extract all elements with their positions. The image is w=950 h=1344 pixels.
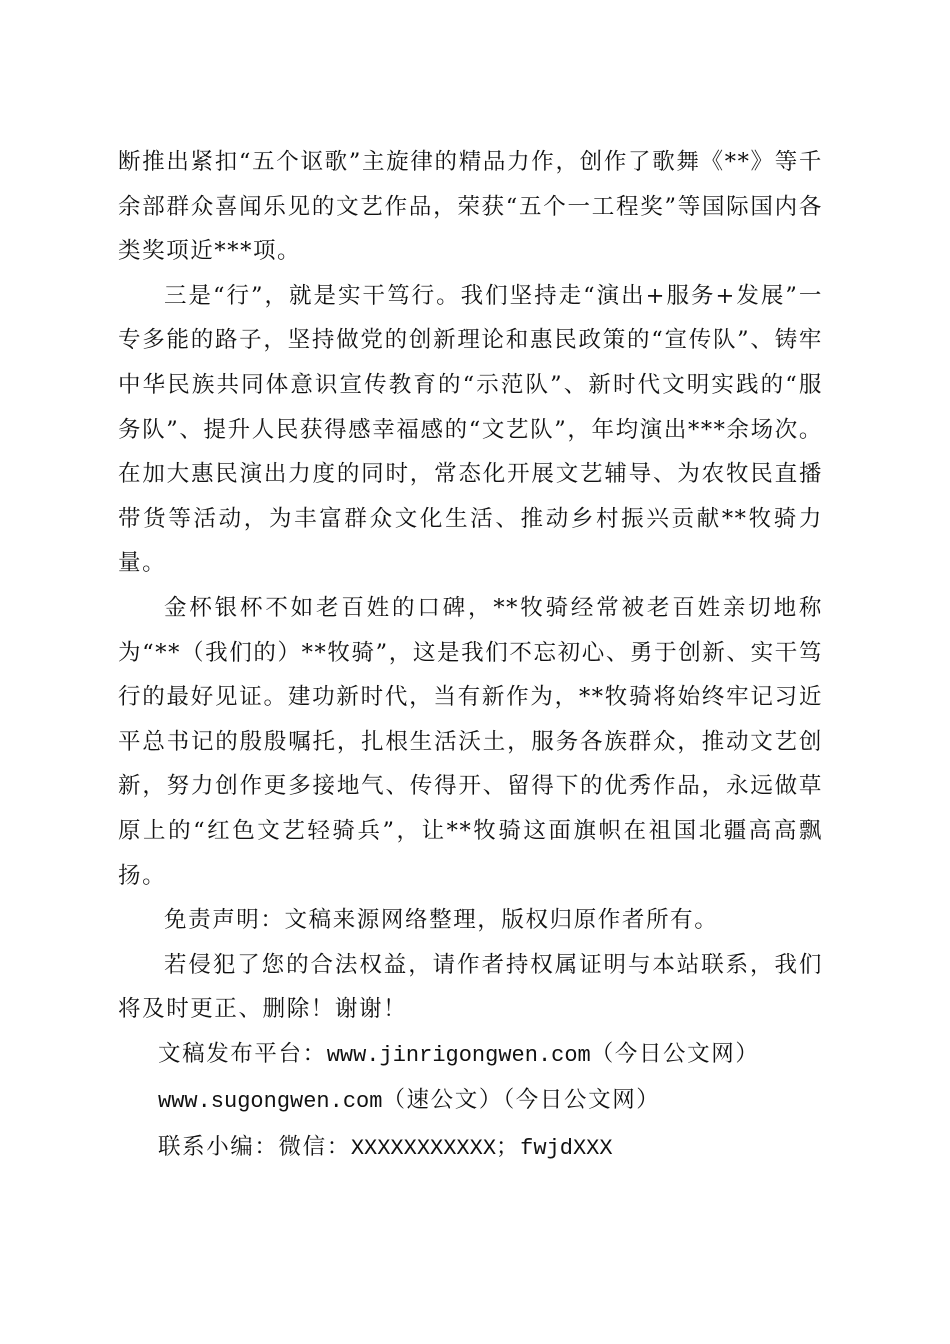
platform-name-sugongwen: （速公文）（今日公文网） <box>382 1087 661 1114</box>
document-body <box>118 140 823 1172</box>
infringement-notice: 若侵犯了您的合法权益，请作者持权属证明与本站联系，我们将及时更正、删除！谢谢！ <box>118 951 823 1023</box>
contact-line <box>118 1125 823 1172</box>
paragraph-xing: 三是“行”，就是实干笃行。我们坚持走“演出+服务+发展”一专多能的路子，坚持做党的创新理论和惠民政策的“宣传队”、铸牢中华民族共同体意识宣传教育的“示范队”、新时代文明实践的“服务队”、提升人民获得感幸福感的“文艺队”，年均演出***余场次。在加大惠民演出力度的同时，常态化开展文艺辅导、为农牧民直播带货等活动，为丰富群众文化生活、推动乡村振兴贡献**牧骑力量。 <box>118 282 823 577</box>
platform-url-sugongwen[interactable]: www.sugongwen.com <box>158 1089 383 1115</box>
platform-name-jinrigongwen: （今日公文网） <box>590 1040 760 1067</box>
contact-separator: ； <box>496 1134 521 1161</box>
publish-platform-line <box>118 1032 823 1079</box>
contact-wechat: XXXXXXXXXXX <box>350 1136 497 1162</box>
paragraph-conclusion: 金杯银杯不如老百姓的口碑，**牧骑经常被老百姓亲切地称为“**（我们的）**牧骑”，这是我们不忘初心、勇于创新、实干笃行的最好见证。建功新时代，当有新作为，**牧骑将始终牢记习近平总书记的殷殷嘱托，扎根生活沃土，服务各族群众，推动文艺创新，努力创作更多接地气、传得开、留得下的优秀作品，永远做草原上的“红色文艺轻骑兵”，让**牧骑这面旗帜在祖国北疆高高飘扬。 <box>118 594 823 889</box>
contact-id: fwjdXXX <box>520 1136 613 1162</box>
contact-label: 联系小编：微信： <box>158 1134 351 1161</box>
paragraph-achievements-continued: 断推出紧扣“五个讴歌”主旋律的精品力作，创作了歌舞《**》等千余部群众喜闻乐见的文艺作品，荣获“五个一工程奖”等国际国内各类奖项近***项。 <box>118 149 823 265</box>
disclaimer-text: 免责声明：文稿来源网络整理，版权归原作者所有。 <box>164 907 719 934</box>
platform-url-jinrigongwen[interactable]: www.jinrigongwen.com <box>326 1042 591 1068</box>
publish-platform-line-2 <box>118 1078 823 1125</box>
platform-label: 文稿发布平台： <box>158 1040 327 1067</box>
